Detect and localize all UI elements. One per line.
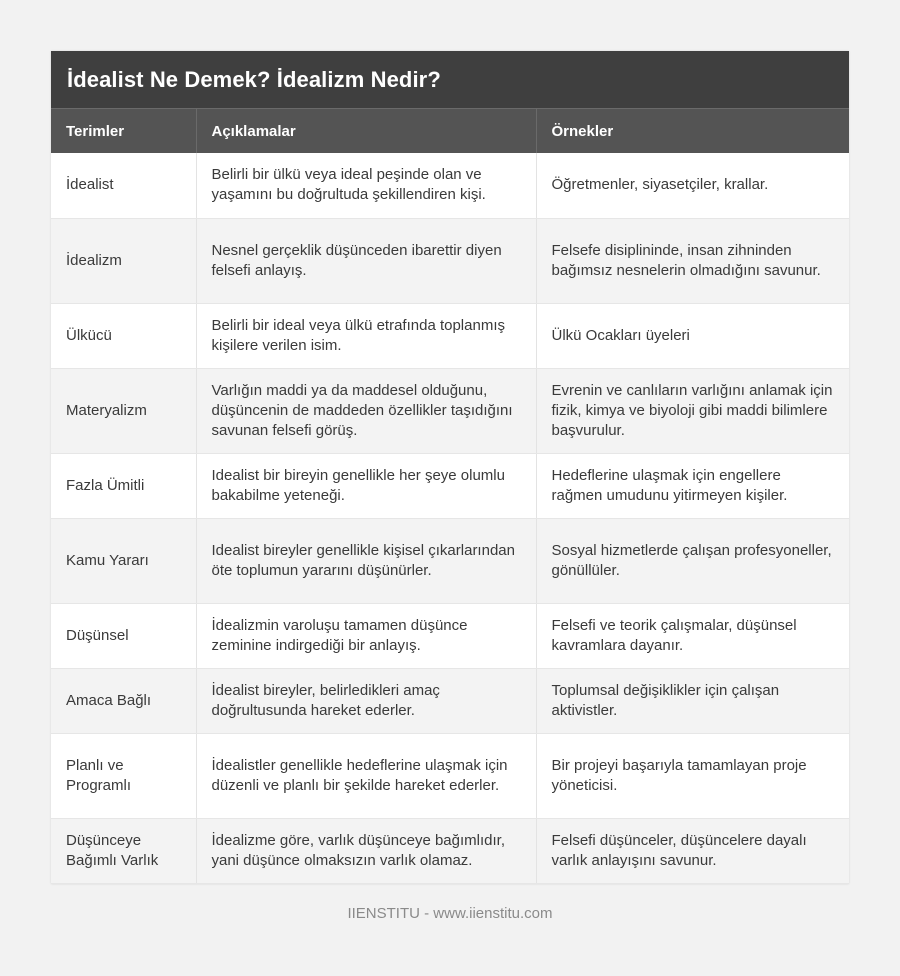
header-terms: Terimler bbox=[51, 109, 196, 154]
description-cell: İdealizme göre, varlık düşünceye bağımlıdır, yani düşünce olmaksızın varlık olamaz. bbox=[196, 818, 536, 883]
table-row bbox=[51, 603, 849, 668]
table-row bbox=[51, 153, 849, 218]
table-row bbox=[51, 733, 849, 818]
description-cell: Belirli bir ülkü veya ideal peşinde olan ve yaşamını bu doğrultuda şekillendiren kişi. bbox=[196, 153, 536, 218]
term-cell: Kamu Yararı bbox=[51, 518, 196, 603]
table-row bbox=[51, 453, 849, 518]
term-cell: Düşünsel bbox=[51, 603, 196, 668]
term-cell: İdealizm bbox=[51, 218, 196, 303]
example-cell: Bir projeyi başarıyla tamamlayan proje yöneticisi. bbox=[536, 733, 849, 818]
example-cell: Felsefi ve teorik çalışmalar, düşünsel kavramlara dayanır. bbox=[536, 603, 849, 668]
description-cell: Idealist bir bireyin genellikle her şeye olumlu bakabilme yeteneği. bbox=[196, 453, 536, 518]
table-row bbox=[51, 518, 849, 603]
description-cell: Varlığın maddi ya da maddesel olduğunu, düşüncenin de maddeden özellikler taşıdığını savunan felsefi görüş. bbox=[196, 368, 536, 453]
term-cell: İdealist bbox=[51, 153, 196, 218]
example-cell: Evrenin ve canlıların varlığını anlamak için fizik, kimya ve biyoloji gibi maddi bilimlere başvurulur. bbox=[536, 368, 849, 453]
term-cell: Materyalizm bbox=[51, 368, 196, 453]
table-row bbox=[51, 818, 849, 883]
description-cell: Idealist bireyler genellikle kişisel çıkarlarından öte toplumun yararını düşünürler. bbox=[196, 518, 536, 603]
table-header-row bbox=[51, 109, 849, 154]
table-row bbox=[51, 303, 849, 368]
terms-table bbox=[51, 108, 849, 884]
term-cell: Düşünceye Bağımlı Varlık bbox=[51, 818, 196, 883]
example-cell: Ülkü Ocakları üyeleri bbox=[536, 303, 849, 368]
description-cell: Nesnel gerçeklik düşünceden ibarettir diyen felsefi anlayış. bbox=[196, 218, 536, 303]
example-cell: Öğretmenler, siyasetçiler, krallar. bbox=[536, 153, 849, 218]
table-row bbox=[51, 368, 849, 453]
header-descriptions: Açıklamalar bbox=[196, 109, 536, 154]
term-cell: Fazla Ümitli bbox=[51, 453, 196, 518]
example-cell: Toplumsal değişiklikler için çalışan aktivistler. bbox=[536, 668, 849, 733]
term-cell: Amaca Bağlı bbox=[51, 668, 196, 733]
example-cell: Felsefi düşünceler, düşüncelere dayalı varlık anlayışını savunur. bbox=[536, 818, 849, 883]
title-bar bbox=[51, 51, 849, 108]
description-cell: İdealistler genellikle hedeflerine ulaşmak için düzenli ve planlı bir şekilde hareket ederler. bbox=[196, 733, 536, 818]
description-cell: Belirli bir ideal veya ülkü etrafında toplanmış kişilere verilen isim. bbox=[196, 303, 536, 368]
example-cell: Hedeflerine ulaşmak için engellere rağmen umudunu yitirmeyen kişiler. bbox=[536, 453, 849, 518]
example-cell: Felsefe disiplininde, insan zihninden bağımsız nesnelerin olmadığını savunur. bbox=[536, 218, 849, 303]
table-row bbox=[51, 218, 849, 303]
description-cell: İdealizmin varoluşu tamamen düşünce zeminine indirgediği bir anlayış. bbox=[196, 603, 536, 668]
table-row bbox=[51, 668, 849, 733]
term-cell: Planlı ve Programlı bbox=[51, 733, 196, 818]
term-cell: Ülkücü bbox=[51, 303, 196, 368]
header-examples: Örnekler bbox=[536, 109, 849, 154]
example-cell: Sosyal hizmetlerde çalışan profesyoneller, gönüllüler. bbox=[536, 518, 849, 603]
description-cell: İdealist bireyler, belirledikleri amaç doğrultusunda hareket ederler. bbox=[196, 668, 536, 733]
page-title: İdealist Ne Demek? İdealizm Nedir? bbox=[67, 66, 441, 92]
table-card bbox=[51, 51, 849, 884]
footer-credit: IIENSTITU - www.iienstitu.com bbox=[347, 905, 553, 922]
